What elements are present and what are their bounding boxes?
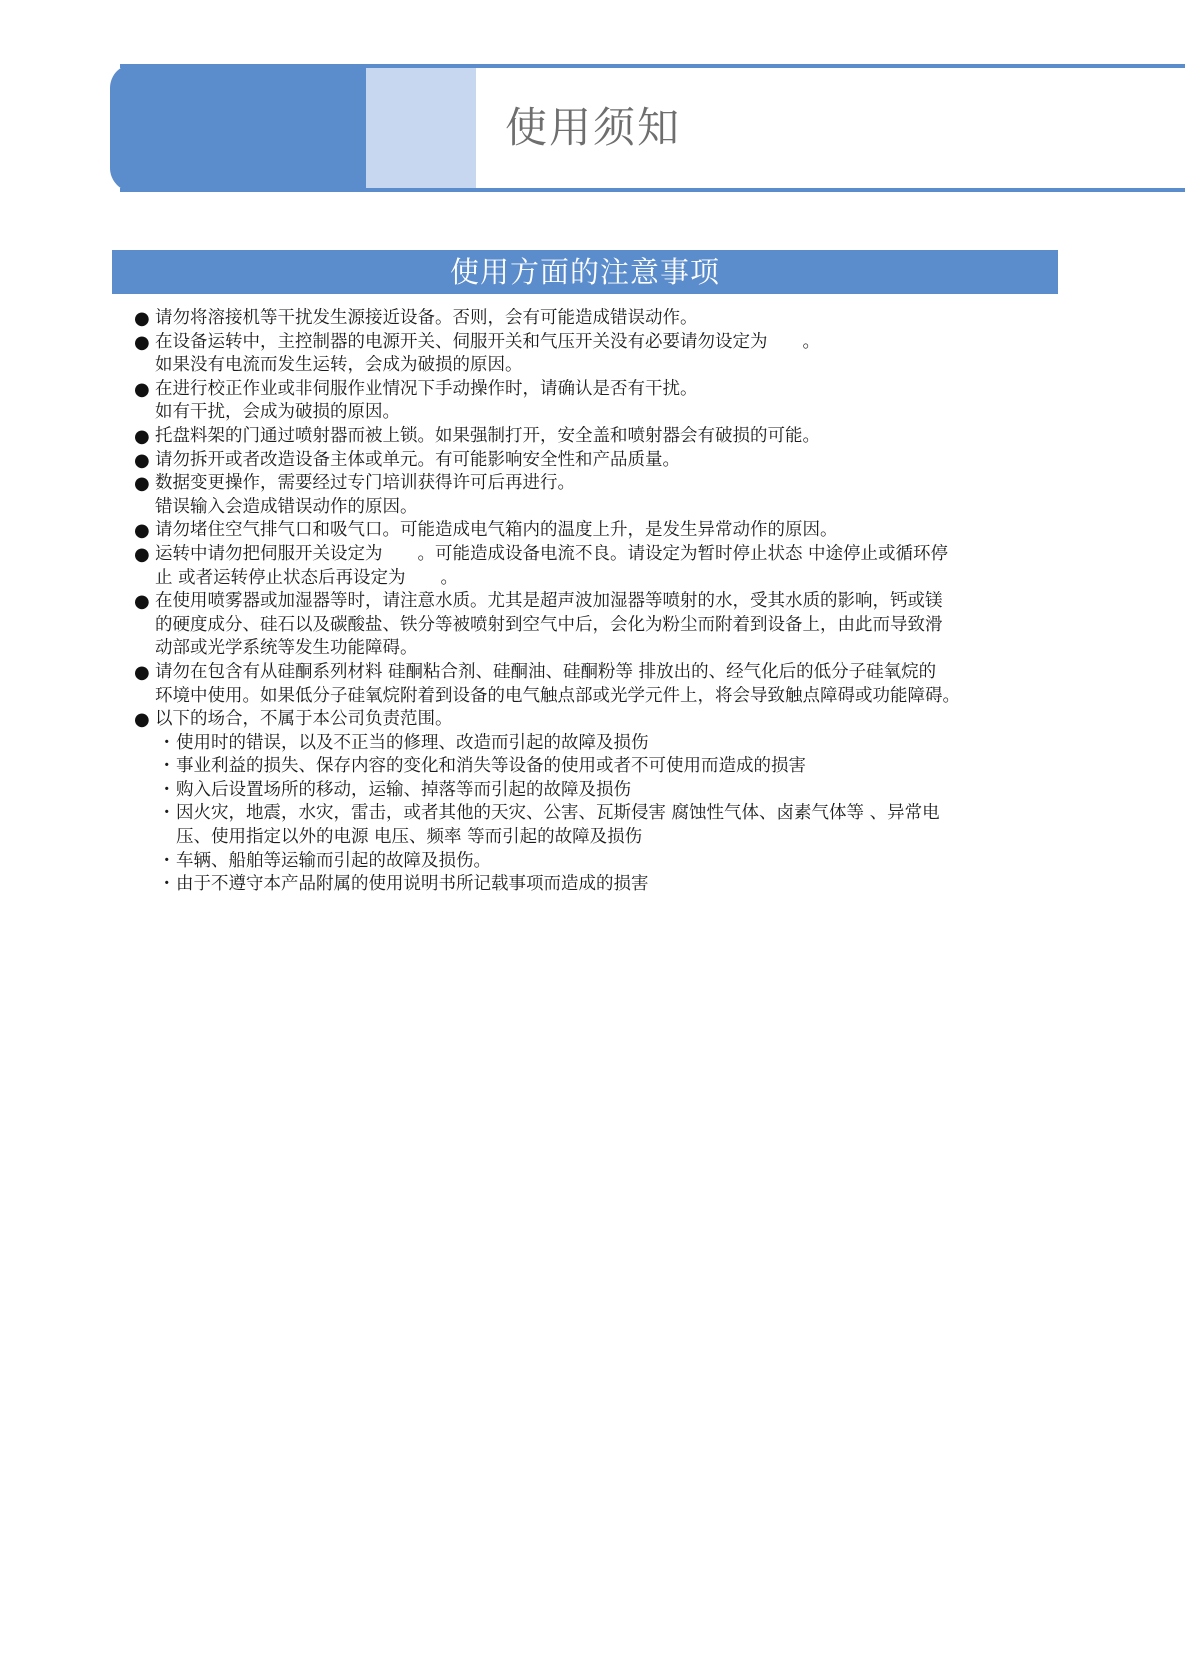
notice-item xyxy=(134,331,1069,378)
notice-text-line: 环境中使用。如果低分子硅氧烷附着到设备的电气触点部或光学元件上，将会导致触点障碍或功能障碍。 xyxy=(155,685,960,706)
exclusion-text-line: 由于不遵守本产品附属的使用说明书所记载事项而造成的损害 xyxy=(176,874,649,895)
sub-bullet-icon: ・ xyxy=(158,850,176,871)
section-header-bar xyxy=(112,250,1058,294)
sub-bullet-icon: ・ xyxy=(158,874,176,895)
bullet-dot-icon: ● xyxy=(134,661,150,683)
exclusion-text-line: 使用时的错误，以及不正当的修理、改造而引起的故障及损伤 xyxy=(176,732,649,753)
exclusion-item xyxy=(155,802,1069,849)
page-title: 使用须知 xyxy=(505,103,682,152)
bullet-dot-icon: ● xyxy=(134,473,150,495)
notice-text-line: 托盘料架的门通过喷射器而被上锁。如果强制打开，安全盖和喷射器会有破损的可能。 xyxy=(155,425,820,446)
bullet-dot-icon: ● xyxy=(134,520,150,542)
bullet-dot-icon: ● xyxy=(134,591,150,613)
exclusion-text-line: 事业利益的损失、保存内容的变化和消失等设备的使用或者不可使用而造成的损害 xyxy=(176,756,806,777)
section-title: 使用方面的注意事项 xyxy=(449,255,720,289)
exclusion-item xyxy=(155,779,1069,803)
notice-text-line: 的硬度成分、硅石以及碳酸盐、铁分等被喷射到空气中后，会化为粉尘而附着到设备上，由此而导致滑 xyxy=(155,614,943,635)
notice-list xyxy=(134,307,1069,897)
notice-item xyxy=(134,425,1069,449)
notice-item xyxy=(134,307,1069,331)
notice-item xyxy=(134,543,1069,590)
header-accent-block xyxy=(110,64,366,192)
notice-text-line: 在进行校正作业或非伺服作业情况下手动操作时，请确认是否有干扰。 xyxy=(155,378,698,399)
exclusion-text-line: 购入后设置场所的移动，运输、掉落等而引起的故障及损伤 xyxy=(176,779,631,800)
exclusion-text-line: 车辆、船舶等运输而引起的故障及损伤。 xyxy=(176,850,491,871)
exclusion-sub-list xyxy=(155,732,1069,897)
notice-text-line: 以下的场合，不属于本公司负责范围。 xyxy=(155,709,453,730)
header-light-block xyxy=(366,68,476,188)
notice-text-line: 如果没有电流而发生运转，会成为破损的原因。 xyxy=(155,355,523,376)
notice-item xyxy=(134,472,1069,519)
sub-bullet-icon: ・ xyxy=(158,803,176,824)
bullet-dot-icon: ● xyxy=(134,425,150,447)
notice-text-line: 请勿将溶接机等干扰发生源接近设备。否则，会有可能造成错误动作。 xyxy=(155,308,698,328)
bullet-dot-icon: ● xyxy=(134,709,150,731)
sub-bullet-icon: ・ xyxy=(158,732,176,753)
notice-item xyxy=(134,519,1069,543)
exclusion-item xyxy=(155,873,1069,897)
notice-item xyxy=(134,378,1069,425)
notice-item xyxy=(134,661,1069,708)
notice-text-line: 动部或光学系统等发生功能障碍。 xyxy=(155,638,418,659)
exclusion-text-line: 压、使用指定以外的电源 电压、频率 等而引起的故障及损伤 xyxy=(176,827,643,848)
exclusion-item xyxy=(155,732,1069,756)
notice-text-line: 止 或者运转停止状态后再设定为 。 xyxy=(155,567,459,588)
notice-text-line: 如有干扰，会成为破损的原因。 xyxy=(155,402,400,423)
notice-text-line: 请勿堵住空气排气口和吸气口。可能造成电气箱内的温度上升，是发生异常动作的原因。 xyxy=(155,520,838,541)
notice-text-line: 在设备运转中，主控制器的电源开关、伺服开关和气压开关没有必要请勿设定为 。 xyxy=(155,331,820,352)
notice-item xyxy=(134,708,1069,897)
notice-text-line: 错误输入会造成错误动作的原因。 xyxy=(155,496,418,517)
notice-text-line: 请勿拆开或者改造设备主体或单元。有可能影响安全性和产品质量。 xyxy=(155,449,680,470)
bullet-dot-icon: ● xyxy=(134,543,150,565)
exclusion-item xyxy=(155,850,1069,874)
notice-text-line: 数据变更操作，需要经过专门培训获得许可后再进行。 xyxy=(155,473,575,494)
notice-text-line: 运转中请勿把伺服开关设定为 。可能造成设备电流不良。请设定为暂时停止状态 中途停止或循环停 xyxy=(155,543,949,564)
notice-text-line: 请勿在包含有从硅酮系列材料 硅酮粘合剂、硅酮油、硅酮粉等 排放出的、经气化后的低分子硅氧烷的 xyxy=(155,661,937,682)
bullet-dot-icon: ● xyxy=(134,378,150,400)
exclusion-item xyxy=(155,755,1069,779)
sub-bullet-icon: ・ xyxy=(158,779,176,800)
sub-bullet-icon: ・ xyxy=(158,756,176,777)
notice-item xyxy=(134,449,1069,473)
bullet-dot-icon: ● xyxy=(134,331,150,353)
notice-text-line: 在使用喷雾器或加湿器等时，请注意水质。尤其是超声波加湿器等喷射的水，受其水质的影响，钙或镁 xyxy=(155,591,943,612)
notice-item xyxy=(134,590,1069,661)
bullet-dot-icon: ● xyxy=(134,449,150,471)
bullet-dot-icon: ● xyxy=(134,308,150,329)
exclusion-text-line: 因火灾，地震，水灾，雷击，或者其他的天灾、公害、瓦斯侵害 腐蚀性气体、卤素气体等 、异常电 xyxy=(176,803,940,824)
